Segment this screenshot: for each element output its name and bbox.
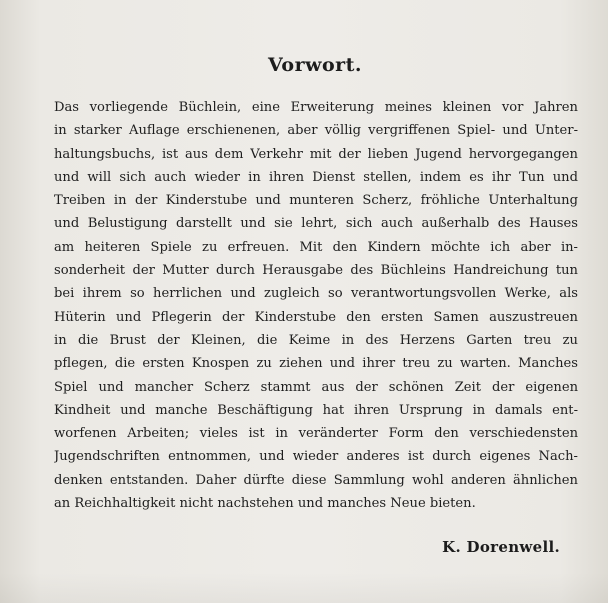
text-line: haltungsbuchs, ist aus dem Verkehr mit der lieben Jugend hervorgegangen xyxy=(54,146,578,162)
text-line: bei ihrem so herrlichen und zugleich so verantwortungsvollen Werke, als xyxy=(54,286,578,302)
text-line: pflegen, die ersten Knospen zu ziehen und ihrer treu zu warten. Manches xyxy=(54,356,578,372)
page-shadow xyxy=(0,573,608,603)
foreword-body xyxy=(54,96,578,515)
text-line: und Belustigung darstellt und sie lehrt, sich auch außerhalb des Hauses xyxy=(54,216,578,232)
text-line: an Reichhaltigkeit nicht nachstehen und manches Neue bieten. xyxy=(54,496,476,512)
text-line: in starker Auflage erschienenen, aber völlig vergriffenen Spiel- und Unter- xyxy=(54,123,578,139)
text-line: Treiben in der Kinderstube und munteren Scherz, fröhliche Unterhaltung xyxy=(54,193,578,209)
page-title: Vorwort. xyxy=(267,54,363,76)
text-line: Kindheit und manche Beschäftigung hat ihren Ursprung in damals ent- xyxy=(54,402,578,418)
text-line: Das vorliegende Büchlein, eine Erweiterung meines kleinen vor Jahren xyxy=(54,100,578,115)
text-line: Hüterin und Pflegerin der Kinderstube den ersten Samen auszustreuen xyxy=(54,309,578,325)
author-signature: K. Dorenwell. xyxy=(442,538,560,556)
text-line: am heiteren Spiele zu erfreuen. Mit den Kindern möchte ich aber in- xyxy=(54,239,578,255)
text-line: in die Brust der Kleinen, die Keime in des Herzens Garten treu zu xyxy=(54,332,578,348)
text-line: Spiel und mancher Scherz stammt aus der schönen Zeit der eigenen xyxy=(54,379,578,395)
text-line: sonderheit der Mutter durch Herausgabe des Büchleins Handreichung tun xyxy=(54,263,578,279)
text-line: denken entstanden. Daher dürfte diese Sammlung wohl anderen ähnlichen xyxy=(54,472,578,488)
text-line: und will sich auch wieder in ihren Dienst stellen, indem es ihr Tun und xyxy=(54,169,578,185)
text-line: Jugendschriften entnommen, und wieder anderes ist durch eigenes Nach- xyxy=(54,449,578,465)
text-line: worfenen Arbeiten; vieles ist in veränderter Form den verschiedensten xyxy=(54,426,578,442)
